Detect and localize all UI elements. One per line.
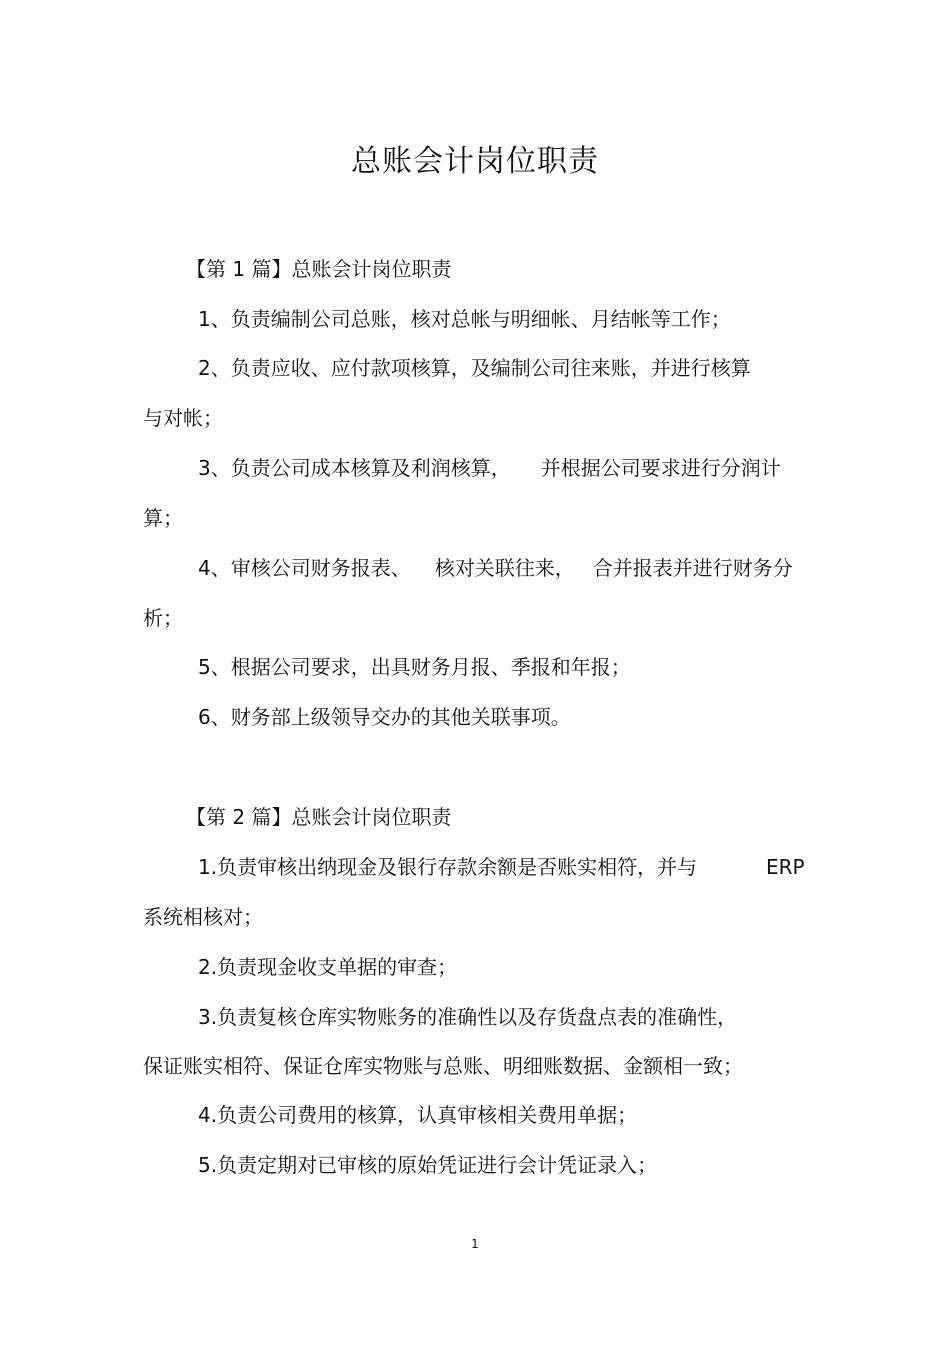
paragraph-line: 保证账实相符、保证仓库实物账与总账、明细账数据、金额相一致； bbox=[143, 1054, 743, 1078]
paragraph-line: 3.负责复核仓库实物账务的准确性以及存货盘点表的准确性， bbox=[198, 1005, 738, 1029]
paragraph-segment: 3、负责公司成本核算及利润核算， bbox=[198, 456, 511, 480]
paragraph-line: 1.负责审核出纳现金及银行存款余额是否账实相符，并与 bbox=[198, 855, 698, 879]
section-heading-1: 【第 1 篇】总账会计岗位职责 bbox=[186, 257, 452, 281]
paragraph-line: 6、财务部上级领导交办的其他关联事项。 bbox=[198, 705, 571, 729]
page-title: 总账会计岗位职责 bbox=[351, 144, 599, 179]
paragraph-line: 析； bbox=[143, 606, 183, 630]
paragraph-line: 2、负责应收、应付款项核算，及编制公司往来账，并进行核算 bbox=[198, 356, 751, 380]
paragraph-segment: 核对关联往来， bbox=[434, 556, 575, 580]
paragraph-segment: 合并报表并进行财务分 bbox=[592, 556, 793, 580]
paragraph-line bbox=[198, 553, 793, 583]
paragraph-segment: 并根据公司要求进行分润计 bbox=[540, 456, 781, 480]
paragraph-line bbox=[198, 453, 781, 483]
section-heading-2: 【第 2 篇】总账会计岗位职责 bbox=[186, 805, 452, 829]
paragraph-line: 4.负责公司费用的核算，认真审核相关费用单据； bbox=[198, 1103, 638, 1127]
paragraph-line: 系统相核对； bbox=[143, 905, 263, 929]
paragraph-line: 5、根据公司要求，出具财务月报、季报和年报； bbox=[198, 655, 631, 679]
paragraph-line: 算； bbox=[143, 506, 183, 530]
paragraph-line: 1、负责编制公司总账，核对总帐与明细帐、月结帐等工作； bbox=[198, 307, 731, 331]
page-number: 1 bbox=[471, 1237, 479, 1251]
paragraph-line: 5.负责定期对已审核的原始凭证进行会计凭证录入； bbox=[198, 1153, 658, 1177]
paragraph-line: 2.负责现金收支单据的审查； bbox=[198, 955, 458, 979]
paragraph-segment-erp: ERP bbox=[766, 855, 805, 879]
paragraph-line: 与对帐； bbox=[143, 406, 223, 430]
paragraph-segment: 4、审核公司财务报表、 bbox=[198, 556, 411, 580]
